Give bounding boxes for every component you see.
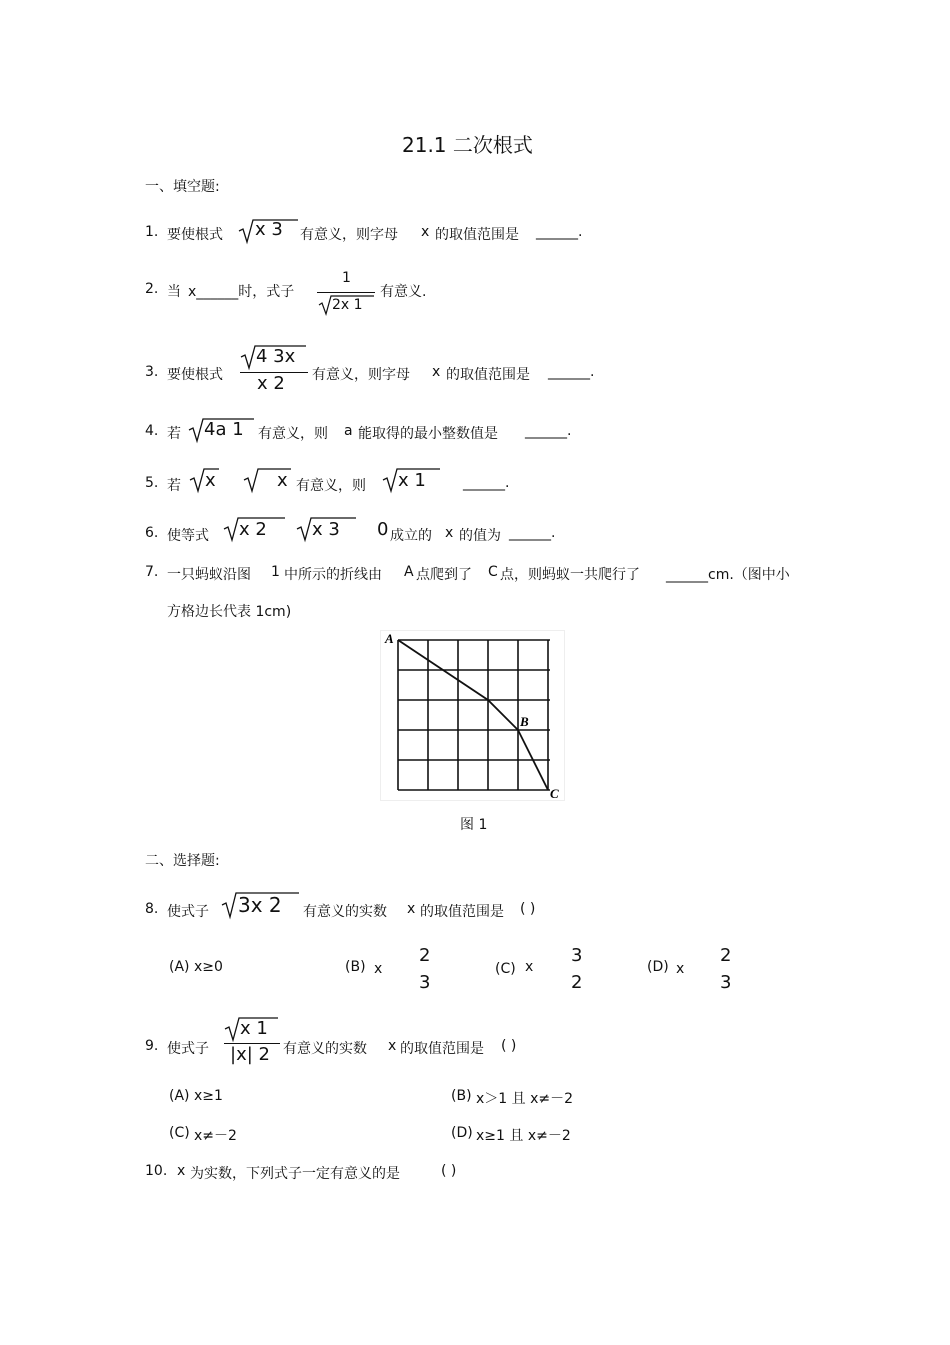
- question-number: 8.: [145, 901, 159, 917]
- answer-blank: ______.: [509, 525, 556, 541]
- question-text: 1: [271, 564, 280, 580]
- question-text: C: [488, 564, 498, 580]
- question-text: 点，则蚂蚁一共爬行了: [500, 567, 640, 583]
- section-heading-multiple-choice: 二、选择题:: [145, 853, 220, 869]
- question-text: A: [404, 564, 414, 580]
- figure-caption: 图 1: [460, 817, 488, 833]
- question-text: 有意义，则字母: [312, 367, 410, 383]
- radicand: x 1: [398, 470, 426, 491]
- option-label: (C): [169, 1125, 190, 1141]
- question-text: x______时，式子: [188, 284, 295, 300]
- answer-blank: ______cm.（图中小: [666, 567, 790, 583]
- variable: a: [344, 423, 353, 439]
- variable: x: [407, 901, 416, 917]
- question-text: 为实数，下列式子一定有意义的是: [190, 1166, 400, 1182]
- radicand: x: [277, 470, 288, 491]
- question-text: 有意义，则: [258, 426, 328, 442]
- question-text: 一只蚂蚁沿图: [167, 567, 251, 583]
- option-label: (B): [345, 959, 366, 975]
- equation-zero: 0: [377, 519, 389, 540]
- fraction-denominator: |x| 2: [230, 1044, 270, 1065]
- question-text: 有意义的实数: [303, 904, 387, 920]
- question-text: 当: [167, 284, 181, 300]
- question-number: 5.: [145, 475, 159, 491]
- option-label: (D): [647, 959, 669, 975]
- question-number: 9.: [145, 1038, 159, 1054]
- question-text: 的取值范围是: [400, 1041, 484, 1057]
- answer-blank: ______.: [536, 224, 583, 240]
- question-text: 的值为: [459, 528, 501, 544]
- question-number: 10.: [145, 1163, 168, 1179]
- fraction-denominator: x 2: [257, 373, 285, 394]
- answer-parentheses: ( ): [520, 901, 536, 917]
- option-label: (A): [169, 959, 190, 975]
- answer-parentheses: ( ): [441, 1163, 457, 1179]
- question-number: 1.: [145, 224, 159, 240]
- answer-parentheses: ( ): [501, 1038, 517, 1054]
- fraction-bar: [317, 292, 375, 293]
- option-text: x≠－2: [194, 1128, 237, 1144]
- question-text: 的取值范围是: [435, 227, 519, 243]
- radicand: x 3: [312, 519, 340, 540]
- fraction-numerator: 2: [720, 945, 732, 966]
- radicand: x 1: [240, 1018, 268, 1039]
- radicand: x: [205, 470, 216, 491]
- fraction-numerator: 1: [342, 270, 351, 286]
- option-label: (A): [169, 1088, 190, 1104]
- question-text: 有意义的实数: [283, 1041, 367, 1057]
- page-title: 21.1 二次根式: [402, 133, 533, 157]
- variable: x: [432, 364, 441, 380]
- question-number: 7.: [145, 564, 159, 580]
- option-text: x: [374, 961, 383, 977]
- radicand: 4 3x: [256, 346, 296, 367]
- question-text: 中所示的折线由: [284, 567, 382, 583]
- question-text: 若: [167, 478, 181, 494]
- point-label-b: B: [520, 714, 529, 729]
- answer-blank: ______.: [463, 475, 510, 491]
- question-text: 有意义，则字母: [300, 227, 398, 243]
- radicand: x 3: [255, 219, 283, 240]
- option-label: (C): [495, 961, 516, 977]
- question-text: 要使根式: [167, 227, 223, 243]
- radicand: x 2: [239, 519, 267, 540]
- fraction-denominator: 3: [720, 972, 732, 993]
- question-text: 要使根式: [167, 367, 223, 383]
- fraction-numerator: 3: [571, 945, 583, 966]
- radicand: 2x 1: [332, 297, 363, 313]
- radicand: 3x 2: [238, 893, 282, 917]
- option-text: x: [676, 961, 685, 977]
- question-text: 点爬到了: [416, 567, 472, 583]
- option-label: (B): [451, 1088, 472, 1104]
- answer-blank: ______.: [525, 423, 572, 439]
- fraction-numerator: 2: [419, 945, 431, 966]
- radicand: 4a 1: [204, 419, 244, 440]
- option-text: x≥0: [194, 959, 223, 975]
- variable: x: [445, 525, 454, 541]
- option-label: (D): [451, 1125, 473, 1141]
- question-text: 若: [167, 426, 181, 442]
- question-number: 3.: [145, 364, 159, 380]
- question-text: 使等式: [167, 528, 209, 544]
- variable: x: [421, 224, 430, 240]
- question-text: 有意义，则: [296, 478, 366, 494]
- point-label-c: C: [550, 786, 559, 801]
- option-text: x: [525, 959, 534, 975]
- question-text: 使式子: [167, 904, 209, 920]
- question-number: 4.: [145, 423, 159, 439]
- question-text: 使式子: [167, 1041, 209, 1057]
- point-label-a: A: [385, 631, 394, 646]
- answer-blank: ______.: [548, 364, 595, 380]
- variable: x: [388, 1038, 397, 1054]
- fraction-denominator: 3: [419, 972, 431, 993]
- question-text: 有意义.: [380, 284, 427, 300]
- question-number: 2.: [145, 281, 159, 297]
- question-text: 的取值范围是: [420, 904, 504, 920]
- question-text: 成立的: [390, 528, 432, 544]
- option-text: x≥1: [194, 1088, 223, 1104]
- option-text: x≥1 且 x≠－2: [476, 1128, 571, 1144]
- fraction-denominator: 2: [571, 972, 583, 993]
- option-text: x＞1 且 x≠－2: [476, 1091, 574, 1107]
- section-heading-fill-in: 一、填空题:: [145, 179, 220, 195]
- grid-path-figure: [380, 630, 566, 802]
- question-text: 的取值范围是: [446, 367, 530, 383]
- variable: x: [177, 1163, 186, 1179]
- question-text: 能取得的最小整数值是: [358, 426, 498, 442]
- question-text: 方格边长代表 1cm): [167, 604, 292, 620]
- question-number: 6.: [145, 525, 159, 541]
